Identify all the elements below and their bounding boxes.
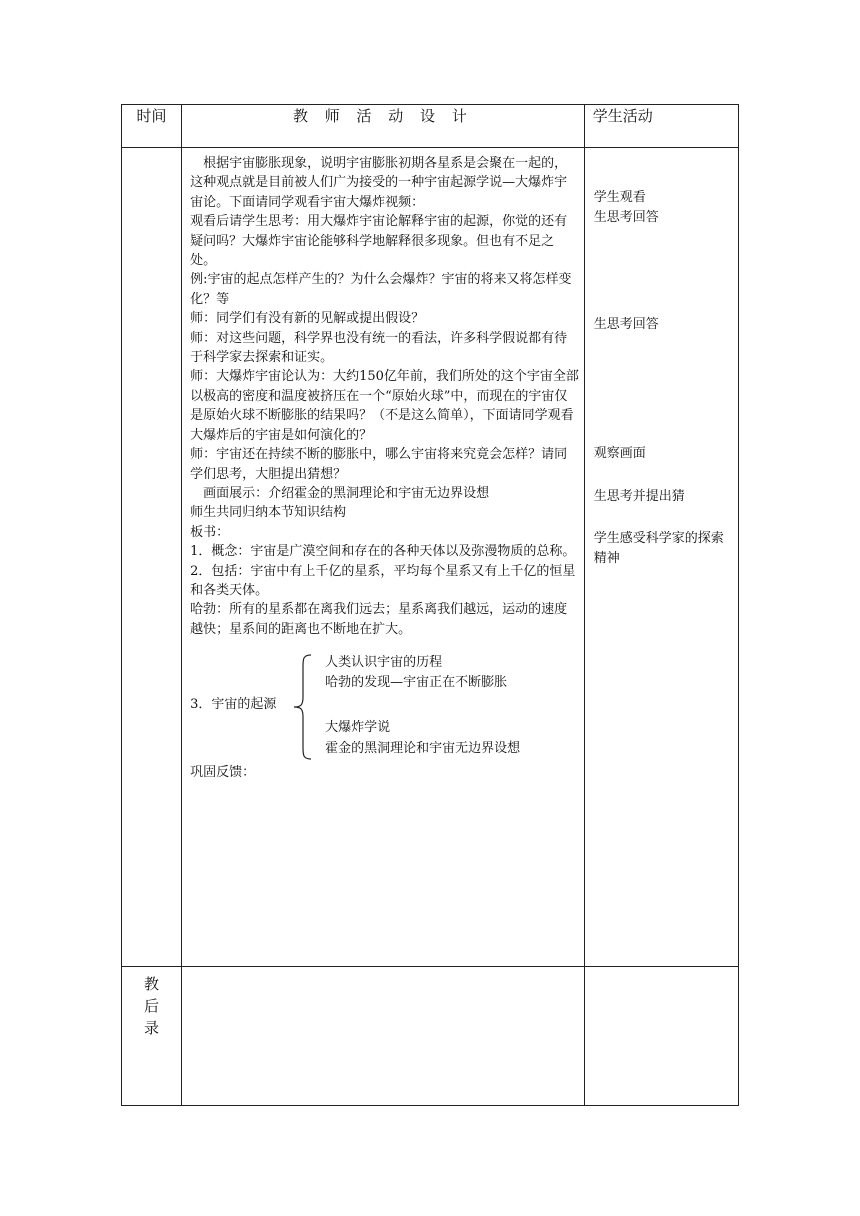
time-cell — [122, 148, 182, 967]
header-time: 时间 — [122, 105, 182, 148]
after-class-teacher-cell — [182, 967, 585, 1106]
student-activity: 学生感受科学家的探索精神 — [593, 531, 724, 566]
origin-item: 霍金的黑洞理论和宇宙无边界设想 — [325, 741, 521, 757]
teacher-paragraph: 根据宇宙膨胀现象，说明宇宙膨胀初期各星系是会聚在一起的，这种观点就是目前被人们广为接受的一种宇宙起源学说—大爆炸宇宙论。下面请同学观看宇宙大爆炸视频： — [190, 156, 568, 210]
curly-brace-icon — [291, 653, 315, 761]
feedback-label: 巩固反馈： — [190, 765, 256, 781]
teacher-activity-cell — [182, 148, 585, 967]
teacher-paragraph: 观看后请学生思考：用大爆炸宇宙论解释宇宙的起源，你觉的还有疑问吗？大爆炸宇宙论能够科学地解释很多现象。但也有不足之处。 — [190, 214, 568, 269]
teacher-paragraph: 师：同学们有没有新的见解或提出假设？ — [190, 311, 425, 327]
teacher-paragraph: 例:宇宙的起点怎样产生的？为什么会爆炸？宇宙的将来又将怎样变化？等 — [190, 272, 572, 307]
student-activity-cell — [584, 148, 738, 967]
student-activity: 学生观看 — [593, 190, 646, 205]
board-item-concept: 1．概念：宇宙是广漠空间和存在的各种天体以及弥漫物质的总称。 — [190, 544, 576, 560]
student-activity: 生思考并提出猜 — [593, 489, 685, 504]
teacher-paragraph: 师：宇宙还在持续不断的膨胀中，哪么宇宙将来究竟会怎样？请同学们思考，大胆提出猜想？ — [190, 447, 568, 482]
after-class-char: 后 — [144, 997, 160, 1015]
origin-item: 大爆炸学说 — [325, 720, 391, 736]
after-class-char: 教 — [144, 975, 160, 993]
after-class-label — [122, 967, 182, 1106]
lesson-plan-table — [121, 104, 739, 1106]
origin-item: 哈勃的发现—宇宙正在不断膨胀 — [325, 675, 508, 691]
origin-item: 人类认识宇宙的历程 — [325, 655, 443, 671]
after-class-char: 录 — [144, 1019, 160, 1037]
student-activity: 生思考回答 — [593, 317, 659, 332]
content-row — [122, 148, 739, 967]
header-teacher-activity: 教 师 活 动 设 计 — [182, 105, 585, 148]
board-heading: 板书： — [190, 524, 230, 540]
teacher-paragraph: 师：对这些问题，科学界也没有统一的看法，许多科学假说都有待于科学家去探索和证实。 — [190, 330, 568, 366]
student-activity: 生思考回答 — [593, 210, 659, 225]
origin-structure — [190, 653, 580, 763]
student-activity: 观察画面 — [593, 446, 646, 461]
header-row — [122, 105, 739, 148]
teacher-paragraph: 师生共同归纳本节知识结构 — [190, 505, 347, 521]
origin-label: 3．宇宙的起源 — [190, 697, 277, 713]
after-class-row — [122, 967, 739, 1106]
teacher-paragraph: 画面展示：介绍霍金的黑洞理论和宇宙无边界设想 — [203, 485, 490, 501]
after-class-student-cell — [584, 967, 738, 1106]
teacher-paragraph: 师：大爆炸宇宙论认为：大约150亿年前，我们所处的这个宇宙全部以极高的密度和温度被挤压在一个“原始火球”中，而现在的宇宙仅是原始火球不断膨胀的结果吗？（不是这么简单），下面请同学观看大爆炸后的宇宙是如何演化的？ — [190, 369, 579, 443]
board-item-include: 2．包括：宇宙中有上千亿的星系，平均每个星系又有上千亿的恒星和各类天体。 — [190, 563, 576, 598]
board-item-hubble: 哈勃：所有的星系都在离我们远去；星系离我们越远，运动的速度越快；星系间的距离也不断地在扩大。 — [190, 602, 568, 637]
header-student-activity: 学生活动 — [584, 105, 738, 148]
